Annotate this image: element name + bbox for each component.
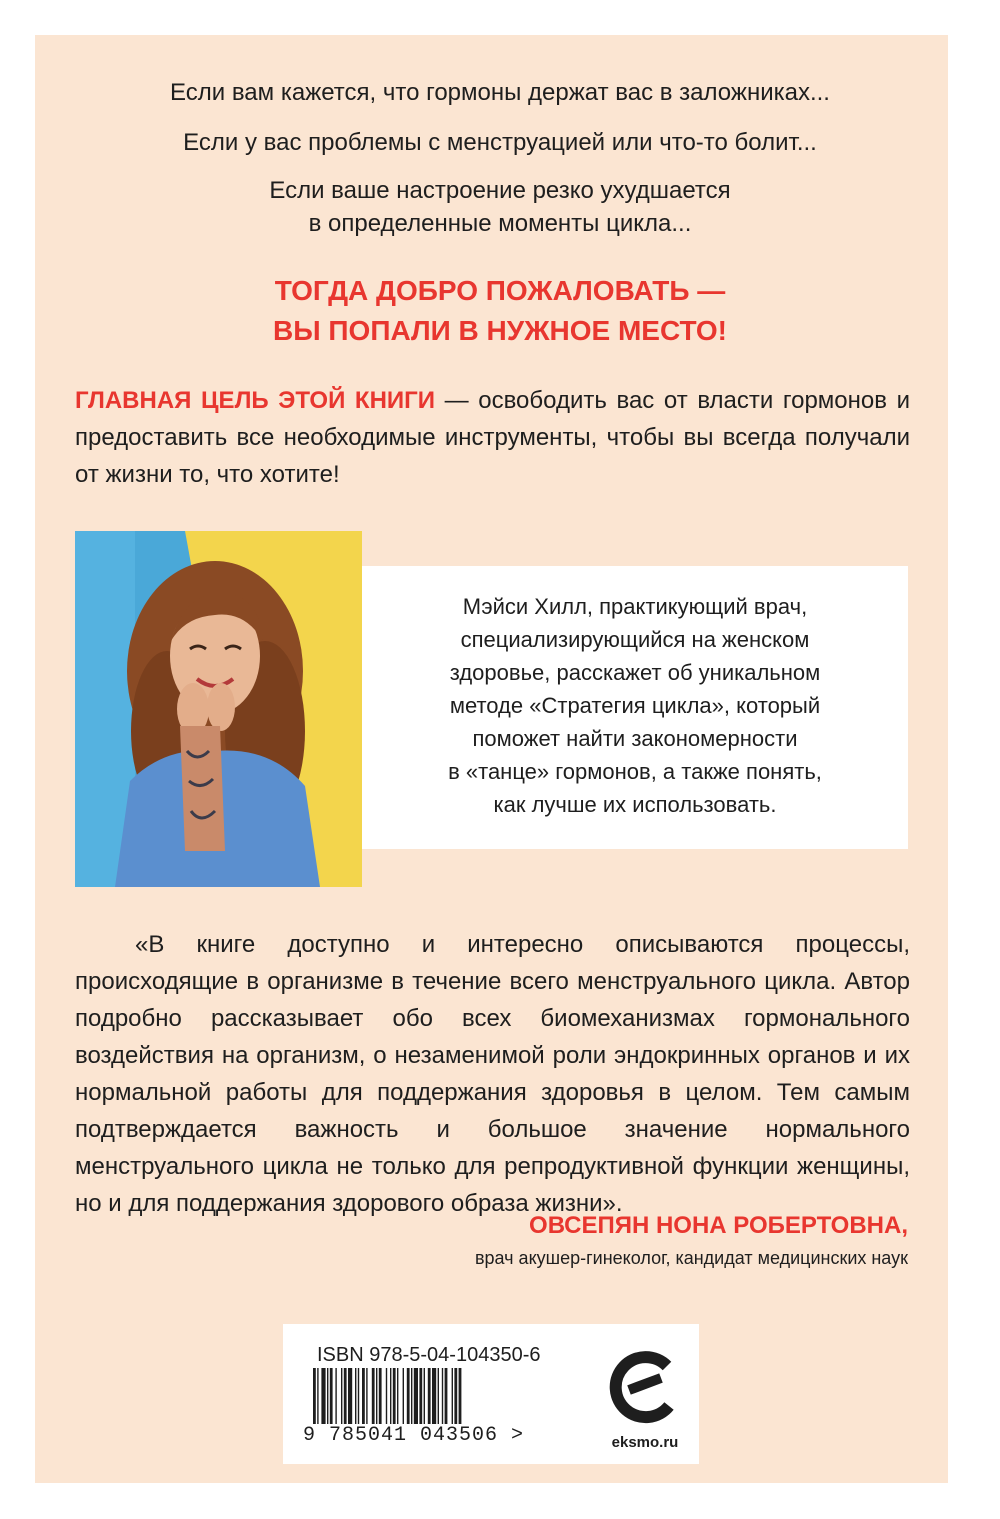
welcome-line-1: ТОГДА ДОБРО ПОЖАЛОВАТЬ — [274,275,726,306]
bio-line: специализирующийся на женском [460,627,810,652]
intro-line-1: Если вам кажется, что гормоны держат вас в заложниках... [170,79,830,106]
goal-highlight: ГЛАВНАЯ ЦЕЛЬ ЭТОЙ КНИГИ [75,387,436,414]
welcome-line-2: ВЫ ПОПАЛИ В НУЖНОЕ МЕСТО! [273,315,727,346]
publisher-site: eksmo.ru [611,1434,679,1451]
barcode-icon [305,1368,535,1426]
isbn-number: ISBN 978-5-04-104350-6 [317,1344,541,1366]
intro-line-2: Если у вас проблемы с менструацией или что-то болит... [183,129,817,156]
goal-paragraph [75,382,910,493]
goal-text: — освободить вас от власти гормонов и предоставить все необходимые инструменты, чтобы вы всегда получали от жизни то, что хотите! [75,387,910,488]
bio-line: здоровье, расскажет об уникальном [449,660,821,685]
reviewer-role: врач акушер-гинеколог, кандидат медицинских наук [474,1248,908,1268]
intro-line-3a: Если ваше настроение резко ухудшается [269,177,731,204]
author-bio-box [362,566,908,849]
barcode-panel [283,1324,699,1464]
author-photo-illustration [75,531,362,887]
barcode-digits: 9 785041 043506 > [303,1424,525,1447]
review-quote-text: «В книге доступно и интересно описываются процессы, происходящие в организме в течение всего менструального цикла. Автор подробно рассказывает обо всех биомеханизмах гормонального воздействия на организм, о незаменимой роли эндокринных органов и их нормальной работы для поддержания здоровья в целом. Тем самым подтверждается важность и большое значение нормального менструального цикла не только для репродуктивной функции женщины, но и для поддержания здорового образа жизни». [75,931,910,1217]
bio-line: как лучше их использовать. [493,792,777,817]
reviewer-name: ОВСЕПЯН НОНА РОБЕРТОВНА, [529,1212,908,1239]
author-photo [75,531,362,887]
bio-line: в «танце» гормонов, а также понять, [448,759,822,784]
review-quote [75,926,910,1222]
bio-line: поможет найти закономерности [472,726,798,751]
author-bio-text [362,590,908,821]
bio-line: методе «Стратегия цикла», который [449,693,821,718]
eksmo-logo-icon [609,1348,679,1428]
bio-line: Мэйси Хилл, практикующий врач, [462,594,808,619]
intro-line-3b: в определенные моменты цикла... [308,210,692,237]
